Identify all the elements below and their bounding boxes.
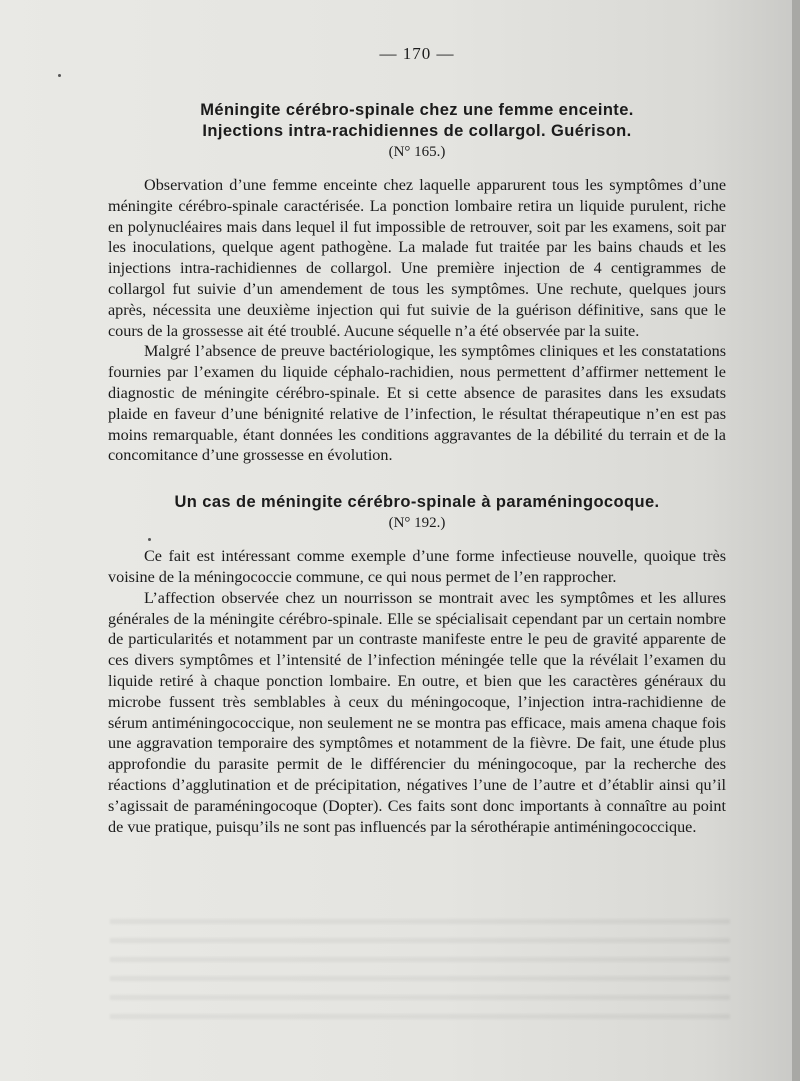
observation-number: (N° 165.) — [388, 144, 446, 160]
paragraph: Malgré l’absence de preuve bactériologique, les symptômes cliniques et les constatations fournies par l’examen du liquide céphalo-rachidien, nous permettent d’affirmer nettement le diagnostic de méningite cérébro-spinale. Et si cette absence de parasites dans les exsudats plaide en faveur d’une bénignité relative de l’infection, le résultat thérapeutique n’en est pas moins remarquable, étant données les conditions aggravantes de la débilité du terrain et de la concomitance d’une grossesse en évolution. — [108, 342, 726, 465]
section-spacer — [108, 466, 726, 492]
section-title-line: Méningite cérébro-spinale chez une femme enceinte. — [200, 101, 634, 119]
paragraph: Ce fait est intéressant comme exemple d’une forme infectieuse nouvelle, quoique très voisine de la méningococcie commune, ce qui nous permet de l’en rapprocher. — [108, 547, 726, 586]
section-title-line: Injections intra-rachidiennes de collargol. Guérison. — [202, 122, 632, 140]
document-page — [108, 44, 726, 837]
page-edge-shadow — [792, 0, 800, 1081]
ink-speck — [58, 74, 61, 77]
section-meningite-femme-enceinte — [108, 100, 726, 466]
page-number: — 170 — — [379, 44, 455, 63]
section-parameningocoque — [108, 492, 726, 837]
show-through-text — [110, 905, 730, 1025]
observation-number: (N° 192.) — [388, 515, 446, 532]
paragraph: Observation d’une femme enceinte chez laquelle apparurent tous les symptômes d’une méningite cérébro-spinale caractérisée. La ponction lombaire retira un liquide purulent, riche en polynucléaires mais dans lequel il fut impossible de retrouver, soit par les examens, soit par les inoculations, quelque agent pathogène. La malade fut traitée par les bains chauds et les injections intra-rachidiennes de collargol. Une première injection de 4 centigrammes de collargol fut suivie d’un amendement de tous les symptômes. Une rechute, quelques jours après, nécessita une deuxième injection qui fut suivie de la guérison définitive, sans que le cours de la grossesse ait été troublé. Aucune séquelle n’a été observée par la suite. — [108, 176, 726, 340]
paragraph: L’affection observée chez un nourrisson se montrait avec les symptômes et les allures générales de la méningite cérébro-spinale. Elle se spécialisait cependant par un certain nombre de particularités et notamment par un contraste manifeste entre le peu de gravité apparente de ces divers symptômes et l’intensité de l’infection méningée telle que la révélait l’examen du liquide retiré à chaque ponction lombaire. En outre, et bien que les caractères généraux du microbe fussent très semblables à ceux du méningocoque, l’injection intra-rachidienne de sérum antiméningococcique, non seulement ne se montra pas efficace, mais amena chaque fois une aggravation temporaire des symptômes et notamment de la fièvre. De fait, une étude plus approfondie du parasite permit de le différencier du méningocoque, par la recherche des réactions d’agglutination et de précipitation, négatives l’une de l’autre et d’établir ainsi qu’il s’agissait de paraméningocoque (Dopter). Ces faits sont donc importants à connaître au point de vue pratique, puisqu’ils ne sont pas influencés par la sérothérapie antiméningococcique. — [108, 588, 726, 836]
section-title: Un cas de méningite cérébro-spinale à paraméningocoque. — [174, 493, 660, 512]
